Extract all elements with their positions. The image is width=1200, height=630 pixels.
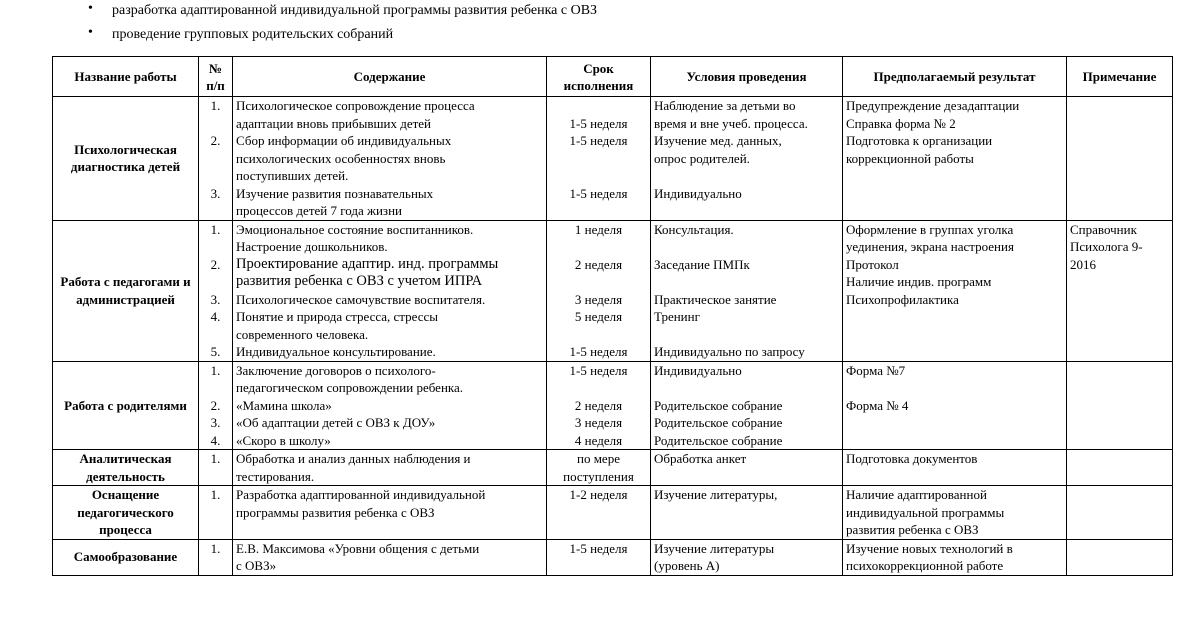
row-content bbox=[233, 539, 547, 575]
row-work-name: Аналитическая деятельность bbox=[53, 450, 199, 486]
row-number bbox=[199, 361, 233, 450]
cell-line bbox=[202, 273, 229, 291]
cell-line: Разработка адаптированной индивидуальной bbox=[236, 487, 486, 502]
cell-line: Оформление в группах уголка bbox=[846, 221, 1014, 237]
cell-line bbox=[846, 379, 1063, 397]
cell-line: 4. bbox=[210, 432, 221, 448]
cell-line: Индивидуально bbox=[654, 185, 742, 201]
table-row bbox=[53, 486, 1173, 540]
cell-line: (уровень А) bbox=[654, 558, 720, 573]
row-content bbox=[233, 361, 547, 450]
cell-line bbox=[1070, 540, 1169, 558]
row-number bbox=[199, 220, 233, 361]
row-term bbox=[547, 450, 651, 486]
table-row bbox=[53, 97, 1173, 221]
cell-line bbox=[654, 379, 839, 397]
cell-line: 3 неделя bbox=[574, 415, 623, 430]
cell-line bbox=[846, 326, 1063, 344]
cell-line: Изучение литературы bbox=[654, 540, 775, 556]
table-row bbox=[53, 450, 1173, 486]
cell-line: 1. bbox=[210, 362, 221, 378]
cell-line bbox=[846, 343, 1063, 361]
row-conditions bbox=[651, 486, 843, 540]
cell-line: Форма № 4 bbox=[846, 397, 909, 413]
cell-line bbox=[654, 167, 839, 185]
row-number bbox=[199, 97, 233, 221]
row-number bbox=[199, 539, 233, 575]
cell-line: Обработка анкет bbox=[654, 451, 747, 466]
cell-line: 1-5 неделя bbox=[569, 133, 628, 148]
cell-line: 1. bbox=[210, 221, 221, 237]
cell-line bbox=[654, 326, 839, 344]
table-row bbox=[53, 220, 1173, 361]
cell-line: Родительское собрание bbox=[654, 432, 783, 448]
row-content bbox=[233, 450, 547, 486]
cell-line bbox=[654, 273, 839, 291]
row-term bbox=[547, 486, 651, 540]
cell-line: 3. bbox=[210, 415, 221, 430]
cell-line: 1-5 неделя bbox=[569, 115, 628, 131]
cell-line: современного человека. bbox=[236, 326, 369, 342]
row-note bbox=[1067, 361, 1173, 450]
cell-line: 3. bbox=[210, 291, 221, 307]
cell-line: 2. bbox=[210, 133, 221, 148]
row-conditions bbox=[651, 220, 843, 361]
bullet-item: • разработка адаптированной индивидуальной программы развития ребенка с ОВЗ bbox=[88, 0, 597, 24]
cell-line: программы развития ребенка с ОВЗ bbox=[236, 504, 435, 520]
row-result bbox=[843, 486, 1067, 540]
cell-line: 1-5 неделя bbox=[569, 185, 628, 201]
row-note bbox=[1067, 539, 1173, 575]
cell-line bbox=[1070, 97, 1169, 115]
cell-line: Изучение мед. данных, bbox=[654, 133, 782, 148]
row-content bbox=[233, 220, 547, 361]
header-term: Срок исполнения bbox=[547, 57, 651, 97]
cell-line: поступления bbox=[563, 468, 634, 484]
cell-line: Психолога 9- bbox=[1070, 239, 1143, 254]
cell-line bbox=[202, 167, 229, 185]
cell-line: Проектирование адаптир. инд. программы bbox=[236, 255, 499, 272]
cell-line: опрос родителей. bbox=[654, 150, 750, 166]
cell-line: коррекционной работы bbox=[846, 150, 974, 166]
cell-line: 3 неделя bbox=[574, 291, 623, 307]
cell-line: Наличие адаптированной bbox=[846, 487, 987, 502]
cell-line bbox=[654, 202, 839, 220]
cell-line: развития ребенка с ОВЗ bbox=[846, 522, 979, 537]
cell-line: психологических особенностях вновь bbox=[236, 150, 446, 166]
row-term bbox=[547, 361, 651, 450]
cell-line: Форма №7 bbox=[846, 362, 906, 378]
row-content bbox=[233, 97, 547, 221]
cell-line: 2. bbox=[210, 256, 221, 272]
cell-line: 1. bbox=[210, 540, 221, 556]
cell-line bbox=[1070, 450, 1169, 468]
cell-line: 4. bbox=[210, 309, 221, 324]
cell-line: Сбор информации об индивидуальных bbox=[236, 133, 452, 148]
cell-line: время и вне учеб. процесса. bbox=[654, 115, 808, 131]
cell-line bbox=[202, 326, 229, 344]
cell-line: Изучение развития познавательных bbox=[236, 185, 434, 201]
cell-line: 1-2 неделя bbox=[569, 487, 628, 502]
header-result: Предполагаемый результат bbox=[843, 57, 1067, 97]
cell-line: психокоррекционной работе bbox=[846, 558, 1004, 573]
row-result bbox=[843, 539, 1067, 575]
cell-line: Психопрофилактика bbox=[846, 291, 959, 307]
cell-line bbox=[550, 379, 647, 397]
cell-line: 2 неделя bbox=[574, 256, 623, 272]
cell-line: Эмоциональное состояние воспитанников. bbox=[236, 221, 474, 237]
table-header-row bbox=[53, 57, 1173, 97]
cell-line: Изучение новых технологий в bbox=[846, 540, 1013, 556]
row-content bbox=[233, 486, 547, 540]
row-conditions bbox=[651, 97, 843, 221]
row-note bbox=[1067, 450, 1173, 486]
cell-line: 5. bbox=[210, 344, 221, 359]
cell-line bbox=[550, 238, 647, 256]
cell-line: Заключение договоров о психолого- bbox=[236, 362, 436, 378]
cell-line bbox=[550, 167, 647, 185]
cell-line: Индивидуально bbox=[654, 362, 742, 378]
row-term bbox=[547, 220, 651, 361]
cell-line bbox=[846, 414, 1063, 432]
cell-line: Наличие индив. программ bbox=[846, 274, 992, 289]
cell-line: Изучение литературы, bbox=[654, 487, 778, 502]
bullet-item: • проведение групповых родительских собраний bbox=[88, 24, 597, 48]
row-conditions bbox=[651, 539, 843, 575]
bullet-list bbox=[88, 0, 597, 48]
cell-line: Заседание ПМПк bbox=[654, 256, 750, 272]
cell-line bbox=[1070, 486, 1169, 504]
cell-line bbox=[846, 432, 1063, 450]
cell-line: Родительское собрание bbox=[654, 397, 783, 413]
cell-line: Индивидуально по запросу bbox=[654, 344, 805, 359]
row-number bbox=[199, 450, 233, 486]
cell-line: Практическое занятие bbox=[654, 291, 777, 307]
cell-line: с ОВЗ» bbox=[236, 558, 277, 573]
cell-line: Наблюдение за детьми во bbox=[654, 98, 796, 113]
row-work-name: Работа с педагогами и администрацией bbox=[53, 220, 199, 361]
row-result bbox=[843, 220, 1067, 361]
cell-line: 3. bbox=[210, 185, 221, 201]
cell-line: Понятие и природа стресса, стрессы bbox=[236, 309, 439, 324]
cell-line: развития ребенка с ОВЗ с учетом ИПРА bbox=[236, 273, 483, 289]
cell-line bbox=[202, 379, 229, 397]
cell-line: «Скоро в школу» bbox=[236, 432, 331, 448]
cell-line: педагогическом сопровождении ребенка. bbox=[236, 380, 464, 395]
work-plan-table bbox=[52, 56, 1173, 576]
cell-line: «Об адаптации детей с ОВЗ к ДОУ» bbox=[236, 415, 436, 430]
row-conditions bbox=[651, 361, 843, 450]
table-row bbox=[53, 361, 1173, 450]
cell-line bbox=[846, 308, 1063, 326]
row-note bbox=[1067, 97, 1173, 221]
cell-line: процессов детей 7 года жизни bbox=[236, 203, 402, 218]
cell-line: 4 неделя bbox=[574, 432, 623, 448]
cell-line: 1-5 неделя bbox=[569, 540, 628, 556]
header-content: Содержание bbox=[233, 57, 547, 97]
cell-line: Справка форма № 2 bbox=[846, 115, 956, 131]
cell-line: адаптации вновь прибывших детей bbox=[236, 115, 431, 131]
cell-line: 1. bbox=[210, 487, 221, 502]
cell-line: Индивидуальное консультирование. bbox=[236, 344, 436, 359]
cell-line bbox=[202, 150, 229, 168]
cell-line bbox=[202, 238, 229, 256]
cell-line: 1 неделя bbox=[574, 221, 623, 237]
cell-line bbox=[846, 167, 1063, 185]
cell-line: Тренинг bbox=[654, 309, 700, 324]
cell-line: 1-5 неделя bbox=[569, 362, 628, 378]
cell-line: Протокол bbox=[846, 256, 899, 272]
cell-line bbox=[202, 115, 229, 133]
row-note bbox=[1067, 486, 1173, 540]
cell-line bbox=[846, 202, 1063, 220]
row-note bbox=[1067, 220, 1173, 361]
cell-line bbox=[550, 97, 647, 115]
cell-line: 2016 bbox=[1070, 256, 1096, 272]
cell-line: уединения, экрана настроения bbox=[846, 239, 1014, 254]
row-work-name: Работа с родителями bbox=[53, 361, 199, 450]
cell-line: 1. bbox=[210, 451, 221, 466]
cell-line: Предупреждение дезадаптации bbox=[846, 98, 1020, 113]
cell-line: 1. bbox=[210, 98, 221, 113]
row-result bbox=[843, 361, 1067, 450]
cell-line bbox=[550, 150, 647, 168]
row-term bbox=[547, 539, 651, 575]
cell-line: поступивших детей. bbox=[236, 168, 349, 183]
cell-line: по мере bbox=[577, 451, 620, 466]
row-number bbox=[199, 486, 233, 540]
row-term bbox=[547, 97, 651, 221]
cell-line: Родительское собрание bbox=[654, 415, 783, 430]
row-result bbox=[843, 97, 1067, 221]
cell-line: Справочник bbox=[1070, 221, 1137, 237]
row-work-name: Оснащение педагогического процесса bbox=[53, 486, 199, 540]
header-name: Название работы bbox=[53, 57, 199, 97]
cell-line bbox=[1070, 362, 1169, 380]
cell-line: 2. bbox=[210, 397, 221, 413]
cell-line: Е.В. Максимова «Уровни общения с детьми bbox=[236, 540, 480, 556]
cell-line: индивидуальной программы bbox=[846, 504, 1005, 520]
cell-line: Обработка и анализ данных наблюдения и bbox=[236, 451, 471, 466]
cell-line: «Мамина школа» bbox=[236, 397, 332, 413]
row-work-name: Психологическая диагностика детей bbox=[53, 97, 199, 221]
cell-line: 2 неделя bbox=[574, 397, 623, 413]
cell-line: Психологическое самочувствие воспитателя. bbox=[236, 291, 486, 307]
cell-line: Настроение дошкольников. bbox=[236, 239, 388, 254]
table-row bbox=[53, 539, 1173, 575]
cell-line: Подготовка документов bbox=[846, 451, 978, 466]
cell-line: 1-5 неделя bbox=[569, 344, 628, 359]
cell-line: тестирования. bbox=[236, 468, 315, 484]
row-work-name: Самообразование bbox=[53, 539, 199, 575]
cell-line bbox=[654, 238, 839, 256]
row-conditions bbox=[651, 450, 843, 486]
header-note: Примечание bbox=[1067, 57, 1173, 97]
cell-line bbox=[202, 202, 229, 220]
cell-line: Подготовка к организации bbox=[846, 133, 993, 148]
cell-line: Консультация. bbox=[654, 221, 734, 237]
cell-line bbox=[846, 185, 1063, 203]
header-num: № п/п bbox=[199, 57, 233, 97]
header-conditions: Условия проведения bbox=[651, 57, 843, 97]
cell-line bbox=[550, 202, 647, 220]
cell-line: 5 неделя bbox=[574, 309, 623, 324]
cell-line: Психологическое сопровождение процесса bbox=[236, 98, 475, 113]
row-result bbox=[843, 450, 1067, 486]
cell-line bbox=[550, 273, 647, 291]
cell-line bbox=[550, 326, 647, 344]
